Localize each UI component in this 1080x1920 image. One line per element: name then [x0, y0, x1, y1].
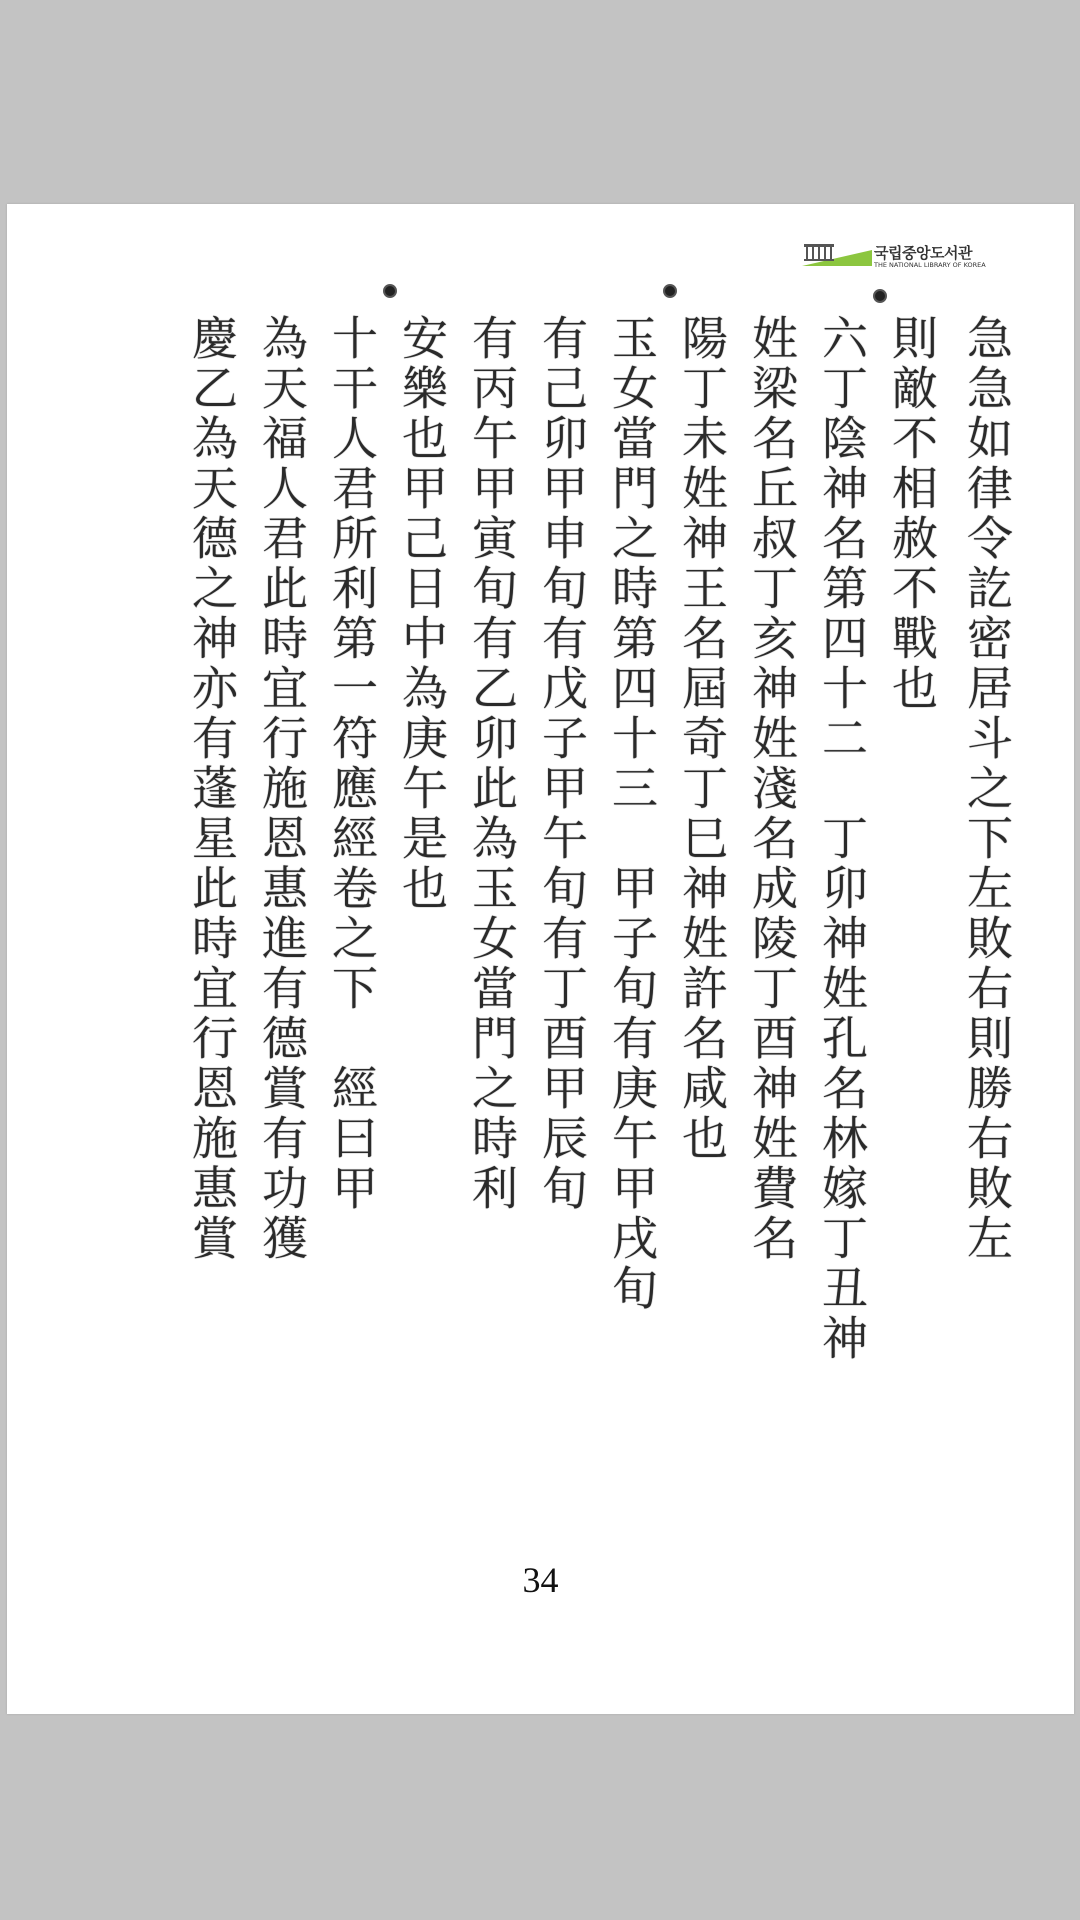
column-bullet-marker: [873, 289, 887, 303]
text-column-8: 有丙午甲寅旬有乙卯此為玉女當門之時利: [465, 314, 519, 1214]
text-column-11: 為天福人君此時宜行施恩惠進有德賞有功獲: [255, 314, 309, 1264]
library-name-en: THE NATIONAL LIBRARY OF KOREA: [874, 261, 986, 269]
text-column-12: 慶乙為天德之神亦有蓬星此時宜行恩施惠賞: [185, 314, 239, 1264]
page-number: 34: [522, 1560, 559, 1600]
library-name-ko: 국립중앙도서관: [874, 244, 972, 262]
scanned-text-area: [82, 254, 1017, 1694]
text-column-2: 則敵不相赦不戰也: [885, 314, 939, 714]
text-column-10: 十干人君所利第一符應經卷之下 經曰甲: [325, 314, 379, 1214]
text-column-9: 安樂也甲己日中為庚午是也: [395, 314, 449, 914]
text-column-1: 急急如律令訖密居斗之下左敗右則勝右敗左: [960, 314, 1014, 1264]
text-column-3: 六丁陰神名第四十二 丁卯神姓孔名林嫁丁丑神: [815, 314, 869, 1364]
column-bullet-marker: [663, 284, 677, 298]
text-column-7: 有己卯甲申旬有戊子甲午旬有丁酉甲辰旬: [535, 314, 589, 1214]
text-column-6: 玉女當門之時第四十三 甲子旬有庚午甲戌旬: [605, 314, 659, 1314]
document-page: [7, 204, 1074, 1714]
text-column-4: 姓梁名丘叔丁亥神姓淺名成陵丁酉神姓費名: [745, 314, 799, 1264]
column-bullet-marker: [383, 284, 397, 298]
text-column-5: 陽丁未姓神王名屆奇丁巳神姓許名咸也: [675, 314, 729, 1164]
